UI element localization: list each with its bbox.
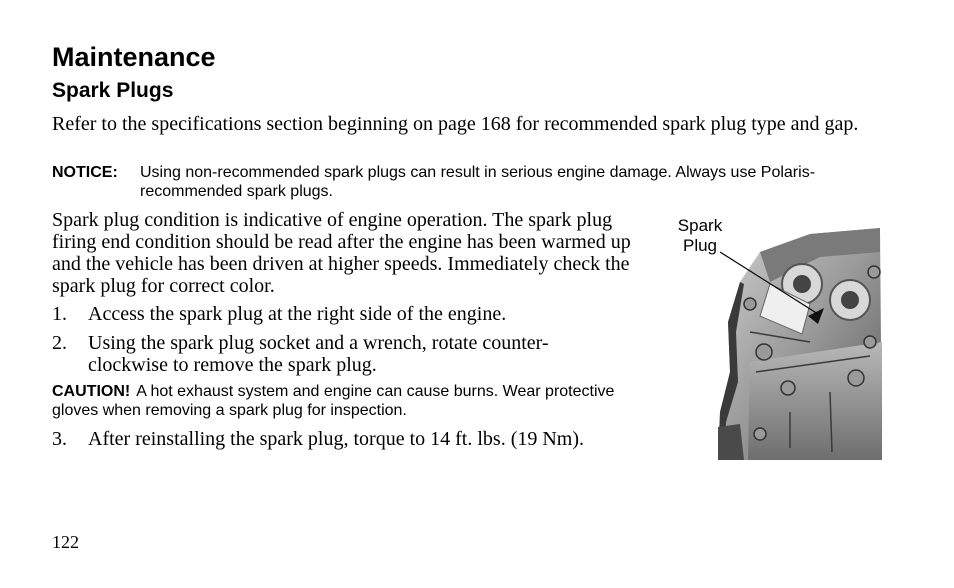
figure-label-line1: Spark [677,216,723,235]
step-text: After reinstalling the spark plug, torque to 14 ft. lbs. (19 Nm). [88,428,585,450]
step-number: 3. [52,428,67,450]
step-text: Using the spark plug socket and a wrench, rotate counter-clockwise to remove the spark plug. [88,332,549,376]
step-number: 2. [52,332,67,354]
page-number: 122 [52,532,79,552]
step-item [52,428,672,450]
condition-paragraph: Spark plug condition is indicative of engine operation. The spark plug firing end condition should be read after the engine has been warmed up and the vehicle has been driven at higher speeds. Immediately check the spark plug for correct color. [52,209,631,297]
step-text: Access the spark plug at the right side of the engine. [88,303,507,325]
notice-block [52,163,872,201]
figure-label [668,216,732,256]
section-title: Maintenance [52,42,216,72]
step-item [52,332,622,376]
caution-label: CAUTION! [52,383,131,400]
figure-label-line2: Plug [682,236,718,255]
step-item [52,303,652,325]
intro-paragraph: Refer to the specifications section beginning on page 168 for recommended spark plug type and gap. [52,113,859,135]
notice-label: NOTICE: [52,164,118,181]
subsection-title: Spark Plugs [52,79,174,102]
caution-block [52,382,642,420]
step-number: 1. [52,303,67,325]
notice-text: Using non-recommended spark plugs can result in serious engine damage. Always use Polaris-recommended spark plugs. [140,164,816,200]
caution-text: A hot exhaust system and engine can cause burns. Wear protective gloves when removing a spark plug for inspection. [52,383,615,419]
